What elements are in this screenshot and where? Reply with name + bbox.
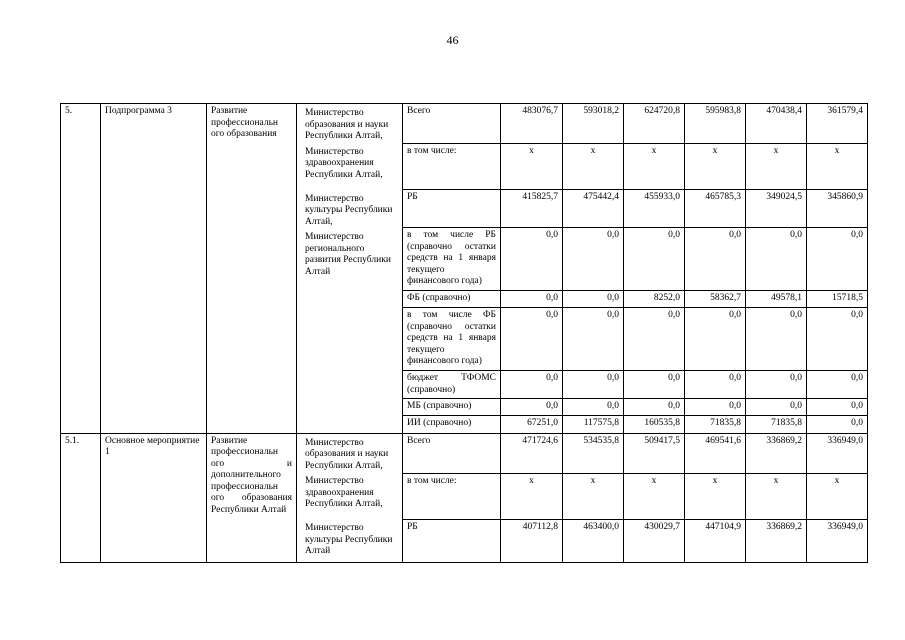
table-row (61, 104, 868, 144)
section-goal: Развитие профессиональн ого образования (207, 104, 297, 434)
value-cell: 0,0 (807, 308, 868, 371)
value-cell: 15718,5 (807, 291, 868, 308)
value-cell: 415825,7 (501, 190, 563, 228)
responsible-ministries (297, 104, 403, 190)
value-cell: 407112,8 (501, 519, 563, 562)
value-cell: х (807, 473, 868, 519)
value-cell: 336949,0 (807, 433, 868, 473)
value-cell: 471724,6 (501, 433, 563, 473)
value-cell: 0,0 (807, 228, 868, 291)
value-cell: 349024,5 (746, 190, 807, 228)
value-cell: 58362,7 (685, 291, 746, 308)
value-cell: 0,0 (746, 228, 807, 291)
value-cell: 0,0 (685, 308, 746, 371)
value-cell: 0,0 (807, 371, 868, 399)
funding-source: МБ (справочно) (403, 399, 501, 416)
value-cell: 345860,9 (807, 190, 868, 228)
ministry: Министерство регионального развития Республики Алтай (305, 232, 391, 277)
value-cell: 534535,8 (563, 433, 624, 473)
value-cell: 71835,8 (746, 415, 807, 433)
section-name: Подпрограмма 3 (101, 104, 207, 434)
value-cell: 0,0 (746, 399, 807, 416)
value-cell: х (624, 144, 685, 190)
value-cell: 430029,7 (624, 519, 685, 562)
value-cell: 49578,1 (746, 291, 807, 308)
section-number: 5.1. (61, 433, 101, 562)
value-cell: 0,0 (807, 415, 868, 433)
funding-source: бюджет ТФОМС (справочно) (403, 371, 501, 399)
funding-source: РБ (403, 190, 501, 228)
value-cell: 0,0 (624, 308, 685, 371)
value-cell: х (501, 144, 563, 190)
funding-source: РБ (403, 519, 501, 562)
value-cell: 0,0 (807, 399, 868, 416)
value-cell: 0,0 (563, 371, 624, 399)
value-cell: 595983,8 (685, 104, 746, 144)
value-cell: 0,0 (563, 291, 624, 308)
value-cell: х (746, 144, 807, 190)
value-cell: 336869,2 (746, 433, 807, 473)
value-cell: х (563, 144, 624, 190)
value-cell: х (624, 473, 685, 519)
value-cell: 0,0 (624, 228, 685, 291)
responsible-ministries (297, 190, 403, 434)
value-cell: 0,0 (685, 399, 746, 416)
value-cell: 0,0 (685, 228, 746, 291)
section-number: 5. (61, 104, 101, 434)
value-cell: 0,0 (563, 308, 624, 371)
funding-source: ИИ (справочно) (403, 415, 501, 433)
value-cell: 0,0 (685, 371, 746, 399)
funding-source: Всего (403, 433, 501, 473)
value-cell: 8252,0 (624, 291, 685, 308)
funding-source: в том числе РБ (справочно остатки средств на 1 января текущего финансового года) (403, 228, 501, 291)
value-cell: 593018,2 (563, 104, 624, 144)
ministry: Министерство образования и науки Республики Алтай, (305, 108, 389, 141)
value-cell: 0,0 (501, 371, 563, 399)
value-cell: 0,0 (624, 371, 685, 399)
funding-source: в том числе: (403, 473, 501, 519)
value-cell: 447104,9 (685, 519, 746, 562)
value-cell: 455933,0 (624, 190, 685, 228)
value-cell: 67251,0 (501, 415, 563, 433)
value-cell: 361579,4 (807, 104, 868, 144)
value-cell: х (685, 144, 746, 190)
value-cell: 0,0 (624, 399, 685, 416)
value-cell: 117575,8 (563, 415, 624, 433)
value-cell: х (501, 473, 563, 519)
funding-source: в том числе: (403, 144, 501, 190)
value-cell: 469541,6 (685, 433, 746, 473)
value-cell: 0,0 (563, 399, 624, 416)
value-cell: 0,0 (563, 228, 624, 291)
funding-source: в том числе ФБ (справочно остатки средств на 1 января текущего финансового года) (403, 308, 501, 371)
funding-source: ФБ (справочно) (403, 291, 501, 308)
value-cell: 336949,0 (807, 519, 868, 562)
section-name: Основное мероприятие 1 (101, 433, 207, 562)
responsible-ministries (297, 433, 403, 519)
value-cell: 483076,7 (501, 104, 563, 144)
value-cell: х (807, 144, 868, 190)
value-cell: 509417,5 (624, 433, 685, 473)
value-cell: х (563, 473, 624, 519)
value-cell: 0,0 (501, 399, 563, 416)
budget-table (60, 103, 868, 563)
value-cell: 475442,4 (563, 190, 624, 228)
value-cell: 0,0 (501, 291, 563, 308)
ministry: Министерство здравоохранения Республики Алтай, (305, 146, 383, 180)
value-cell: 465785,3 (685, 190, 746, 228)
value-cell: х (685, 473, 746, 519)
table-row (61, 433, 868, 473)
ministry: Министерство здравоохранения Республики Алтай, (305, 476, 383, 509)
value-cell: 463400,0 (563, 519, 624, 562)
page-number: 46 (446, 33, 459, 47)
value-cell: 624720,8 (624, 104, 685, 144)
value-cell: 0,0 (501, 308, 563, 371)
responsible-ministries (297, 519, 403, 562)
value-cell: 336869,2 (746, 519, 807, 562)
ministry: Министерство культуры Республики Алтай (305, 523, 393, 556)
section-goal: Развитие профессиональн ого и дополнительного профессиональн ого образования Республики Алтай (207, 433, 297, 562)
value-cell: 71835,8 (685, 415, 746, 433)
value-cell: 0,0 (501, 228, 563, 291)
value-cell: 0,0 (746, 371, 807, 399)
ministry: Министерство образования и науки Республики Алтай, (305, 437, 389, 471)
value-cell: 470438,4 (746, 104, 807, 144)
value-cell: 0,0 (746, 308, 807, 371)
value-cell: х (746, 473, 807, 519)
funding-source: Всего (403, 104, 501, 144)
ministry: Министерство культуры Республики Алтай, (305, 193, 393, 227)
value-cell: 160535,8 (624, 415, 685, 433)
